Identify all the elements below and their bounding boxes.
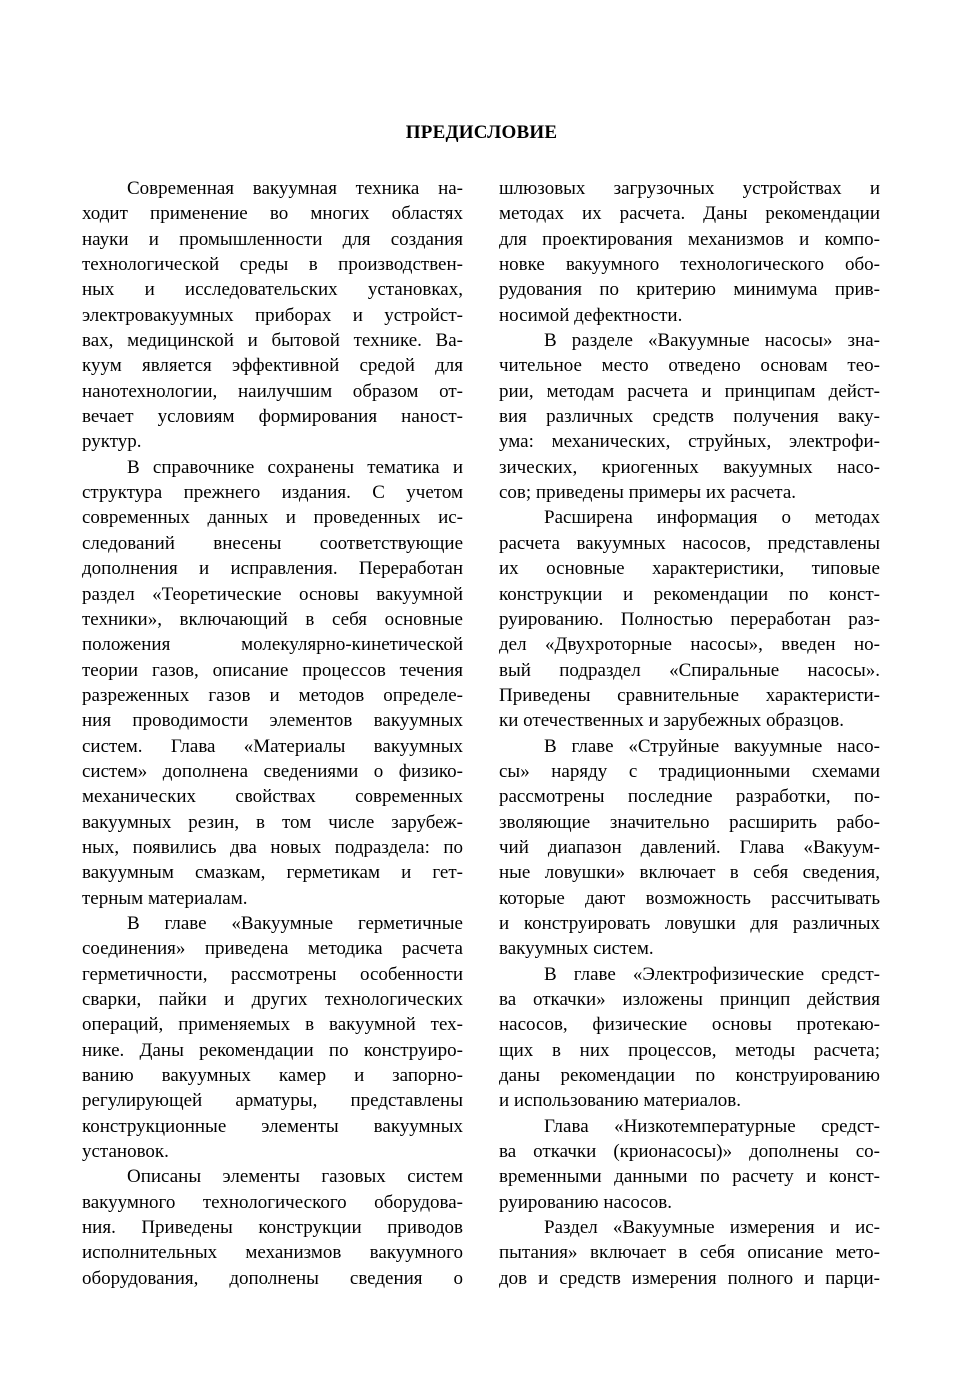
text-line: Современная вакуумная техника на- [127,178,463,199]
text-line: ванию вакуумных камер и запорно- [82,1065,463,1087]
text-line: и использованию материалов. [499,1090,741,1112]
text-line: механических свойствах современных [82,786,463,808]
text-line: нике. Даны рекомендации по конструиро- [82,1039,463,1061]
text-line: вакуумным смазкам, герметикам и гет- [82,862,463,884]
text-line: В справочнике сохранены тематика и [127,456,463,478]
text-line: сы» наряду с традиционными схемами [499,760,880,782]
text-line: и конструировать ловушки для различных [499,912,880,934]
text-line: терным материалам. [82,887,248,909]
text-line: регулирующей арматуры, представлены [82,1090,463,1112]
text-line: Глава «Низкотемпературные средст- [544,1115,880,1137]
text-line: установок. [82,1141,169,1163]
text-line: вый подраздел «Спиральные насосы». [499,659,880,681]
text-line: чительное место отведено основам тео- [499,355,880,377]
text-line: вах, медицинской и бытовой технике. Ва- [82,330,463,352]
text-line: которые дают возможность рассчитывать [499,887,880,909]
text-line: ных, появились два новых подраздела: по [82,836,463,858]
text-line: для проектирования механизмов и компо- [499,228,880,250]
text-line: руированию насосов. [499,1191,673,1213]
text-line: временными данными по расчету и конст- [499,1166,880,1188]
text-line: их основные характеристики, типовые [499,558,880,580]
text-line: дополнения и исправления. Переработан [82,558,463,580]
text-line: соединения» приведена методика расчета [82,938,463,960]
text-line: ные ловушки» включает в себя сведения, [499,862,880,884]
text-line: науки и промышленности для создания [82,228,463,250]
text-line: герметичности, рассмотрены особенности [82,963,463,985]
text-line: шлюзовых загрузочных устройствах и [499,178,880,199]
text-line: разреженных газов и методов определе- [82,684,463,706]
text-line: Раздел «Вакуумные измерения и ис- [544,1217,880,1239]
text-line: дов и средств измерения полного и парци- [499,1267,880,1289]
text-line: вакуумных резин, в том числе зарубеж- [82,811,463,833]
right-text-column [499,176,880,1291]
text-line: вечает условиям формирования наност- [82,406,463,428]
text-line: рии, методам расчета и принципам дейст- [499,380,880,402]
text-line: даны рекомендации по конструированию [499,1065,880,1087]
text-line: вакуумного технологического оборудова- [82,1191,463,1213]
text-line: операций, применяемых в вакуумной тех- [82,1014,463,1036]
text-line: техники», включающий в себя основные [82,608,463,630]
text-line: насосов, физические основы протекаю- [499,1014,880,1036]
text-line: теории газов, описание процессов течения [82,659,463,681]
text-line: В главе «Вакуумные герметичные [127,912,463,934]
text-line: современных данных и проведенных ис- [82,507,463,529]
text-line: носимой дефектности. [499,304,683,326]
text-line: зических, криогенных вакуумных насо- [499,456,880,478]
left-text-column [82,176,463,1291]
text-line: структура прежнего издания. С учетом [82,482,463,504]
text-line: руктур. [82,431,142,453]
text-line: систем. Глава «Материалы вакуумных [82,735,463,757]
text-line: исполнительных механизмов вакуумного [82,1242,463,1264]
text-line: ума: механических, струйных, электрофи- [499,431,880,453]
text-line: методах их расчета. Даны рекомендации [499,203,880,225]
text-line: ния проводимости элементов вакуумных [82,710,463,732]
text-line: следований внесены соответствующие [82,532,463,554]
text-line: вакуумных систем. [499,938,654,960]
text-line: конструкционные элементы вакуумных [82,1115,463,1137]
text-line: конструкции и рекомендации по конст- [499,583,880,605]
text-line: положения молекулярно-кинетической [82,634,463,656]
text-line: электровакуумных приборах и устройст- [82,304,463,326]
text-line: систем» дополнена сведениями о физико- [82,760,463,782]
text-line: вия различных средств получения ваку- [499,406,880,428]
text-line: ва откачки (крионасосы)» дополнены со- [499,1141,880,1163]
text-line: ва откачки» изложены принцип действия [499,989,880,1010]
text-line: Описаны элементы газовых систем [127,1166,463,1188]
text-line: расчета вакуумных насосов, представлены [499,532,880,554]
text-line: чий диапазон давлений. Глава «Вакуум- [499,836,880,858]
text-line: сов; приведены примеры их расчета. [499,482,797,504]
text-line: ки отечественных и зарубежных образцов. [499,710,845,732]
text-line: новке вакуумного технологического обо- [499,254,880,276]
text-line: Расширена информация о методах [544,507,880,529]
page-title: ПРЕДИСЛОВИЕ [405,122,558,143]
text-line: оборудования, дополнены сведения о [82,1267,463,1289]
text-line: дел «Двухроторные насосы», введен но- [499,634,880,656]
text-line: зволяющие значительно расширить рабо- [499,811,880,833]
text-line: ных и исследовательских установках, [82,279,463,301]
text-line: сварки, пайки и других технологических [82,989,463,1010]
text-line: рассмотрены последние разработки, по- [499,786,880,808]
text-line: ния. Приведены конструкции приводов [82,1217,463,1239]
text-line: раздел «Теоретические основы вакуумной [82,583,463,605]
text-line: технологической среды в производствен- [82,254,463,276]
text-line: В главе «Электрофизические средст- [544,963,880,985]
text-line: рудования по критерию минимума прив- [499,279,880,301]
text-line: пытания» включает в себя описание мето- [499,1242,880,1264]
text-line: куум является эффективной средой для [82,355,463,377]
text-line: В разделе «Вакуумные насосы» зна- [544,330,880,352]
text-line: нанотехнологии, наилучшим образом от- [82,380,463,402]
text-line: ходит применение во многих областях [82,203,463,225]
text-line: щих в них процессов, методы расчета; [499,1039,880,1061]
text-line: руированию. Полностью переработан раз- [499,608,880,630]
text-line: В главе «Струйные вакуумные насо- [544,735,880,757]
text-line: Приведены сравнительные характеристи- [499,684,880,706]
